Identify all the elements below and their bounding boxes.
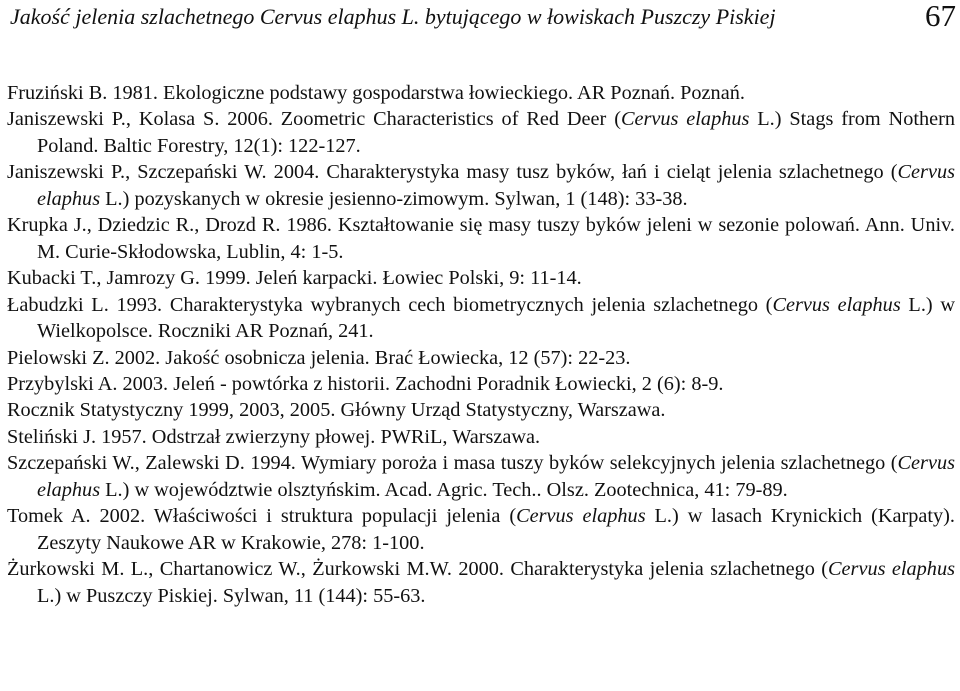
species-name: Cervus elaphus [516,505,646,528]
reference-text: Żurkowski M. L., Chartanowicz W., Żurkowski M.W. 2000. Charakterystyka jelenia szlachetnego ( [7,558,829,581]
reference-text: L.) w Puszczy Piskiej. Sylwan, 11 (144): 55-63. [37,584,426,607]
reference-entry [7,159,955,212]
reference-entry [7,371,955,397]
species-name: Cervus elaphus [37,452,955,501]
running-title: Jakość jelenia szlachetnego Cervus elaphus L. bytującego w łowiskach Puszczy Piskiej [10,4,776,29]
reference-entry [7,503,955,556]
reference-entry [7,265,955,291]
reference-text: Fruziński B. 1981. Ekologiczne podstawy gospodarstwa łowieckiego. AR Poznań. Poznań. [7,82,745,104]
reference-text: Szczepański W., Zalewski D. 1994. Wymiary poroża i masa tuszy byków selekcyjnych jelenia szlachetnego ( [7,452,898,475]
reference-text: Kubacki T., Jamrozy G. 1999. Jeleń karpacki. Łowiec Polski, 9: 11-14. [7,267,582,290]
reference-entry [7,450,955,503]
reference-text: Steliński J. 1957. Odstrzał zwierzyny płowej. PWRiL, Warszawa. [7,425,541,448]
reference-entry [7,397,955,423]
reference-text: L.) w województwie olsztyńskim. Acad. Agric. Tech.. Olsz. Zootechnica, 41: 79-89. [100,478,788,501]
reference-entry [7,424,955,450]
reference-text: L.) pozyskanych w okresie jesienno-zimowym. Sylwan, 1 (148): 33-38. [100,187,688,210]
page-number: 67 [925,0,956,33]
reference-text: L.) w Wielkopolsce. Roczniki AR Poznań, 241. [37,293,956,343]
reference-entry [7,80,955,106]
reference-text: L.) w lasach Krynickich (Karpaty). Zeszyty Naukowe AR w Krakowie, 278: 1-100. [37,505,955,554]
reference-entry [7,212,955,265]
reference-text: Łabudzki L. 1993. Charakterystyka wybranych cech biometrycznych jelenia szlachetnego ( [7,293,773,316]
species-name: Cervus elaphus [37,161,955,210]
reference-text: Janiszewski P., Kolasa S. 2006. Zoometric Characteristics of Red Deer ( [7,108,621,131]
species-name: Cervus elaphus [620,108,750,131]
reference-text: Janiszewski P., Szczepański W. 2004. Charakterystyka masy tusz byków, łań i cieląt jelenia szlachetnego ( [7,161,898,184]
reference-text: Pielowski Z. 2002. Jakość osobnicza jelenia. Brać Łowiecka, 12 (57): 22-23. [7,346,631,369]
reference-text: Rocznik Statystyczny 1999, 2003, 2005. Główny Urząd Statystyczny, Warszawa. [7,399,666,422]
reference-entry [7,292,955,345]
reference-list [7,80,955,609]
reference-entry [7,106,955,159]
reference-text: Przybylski A. 2003. Jeleń - powtórka z historii. Zachodni Poradnik Łowiecki, 2 (6): 8-9. [7,372,724,395]
species-name: Cervus elaphus [772,293,901,316]
reference-text: Tomek A. 2002. Właściwości i struktura populacji jelenia ( [7,505,517,528]
reference-entry [7,345,955,371]
reference-entry [7,556,955,609]
reference-text: L.) Stags from Nothern Poland. Baltic Forestry, 12(1): 122-127. [37,108,956,157]
running-header [0,0,960,40]
species-name: Cervus elaphus [828,558,955,581]
reference-text: Krupka J., Dziedzic R., Drozd R. 1986. Kształtowanie się masy tuszy byków jeleni w sezonie polowań. Ann. Univ. M. Curie-Skłodowska, Lublin, 4: 1-5. [7,214,955,263]
